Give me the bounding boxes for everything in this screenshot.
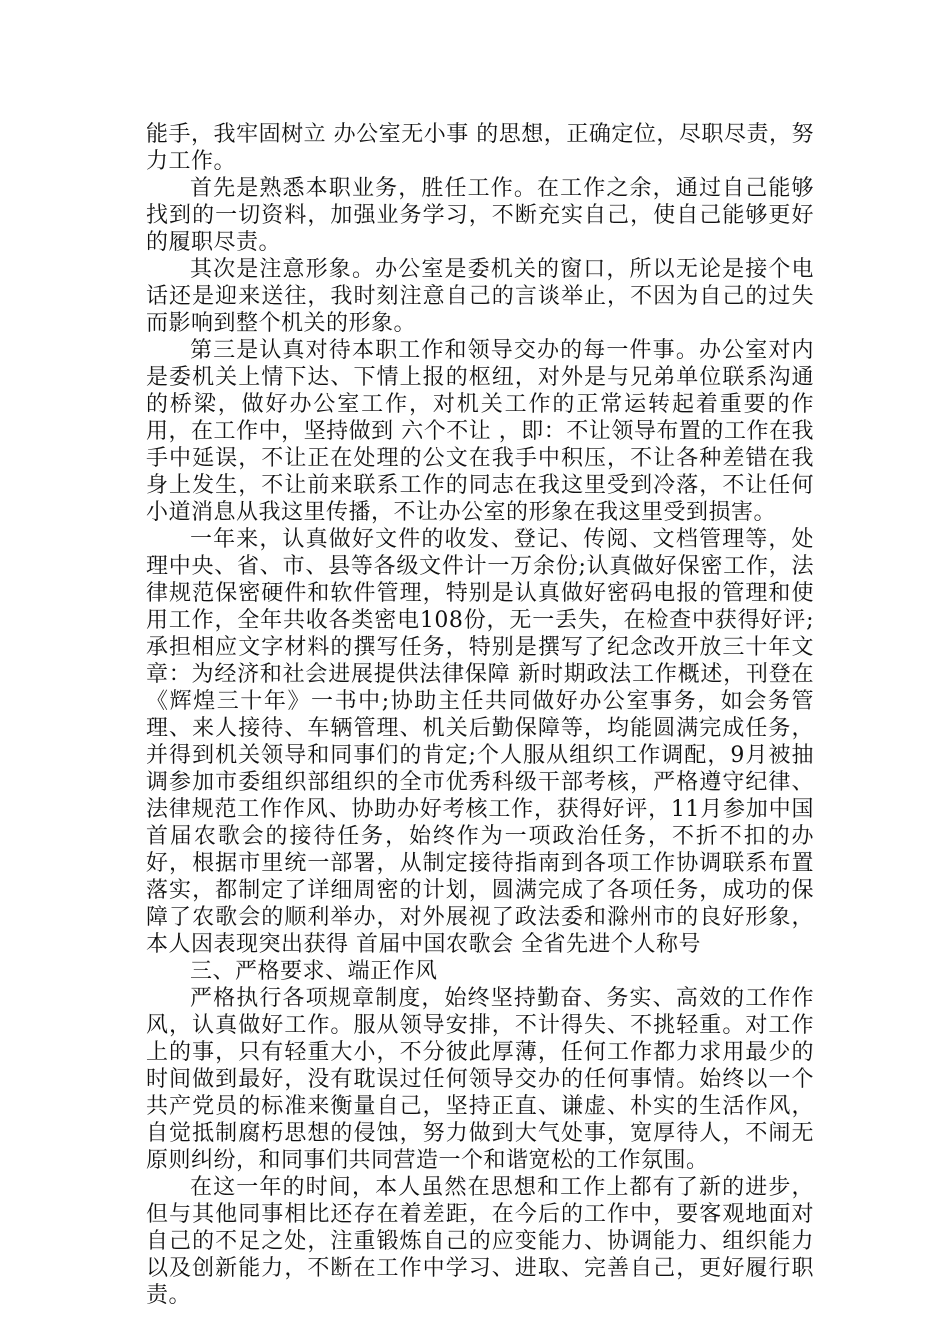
paragraph-3: 其次是注意形象。办公室是委机关的窗口，所以无论是接个电话还是迎来送往，我时刻注意自己的言谈举止，不因为自己的过失而影响到整个机关的形象。 [146,257,814,336]
paragraph-2: 首先是熟悉本职业务，胜任工作。在工作之余，通过自己能够找到的一切资料，加强业务学习，不断充实自己，使自己能够更好的履职尽责。 [146,176,814,255]
section-heading: 三、严格要求、端正作风 [190,959,438,984]
paragraph-6: 严格执行各项规章制度，始终坚持勤奋、务实、高效的工作作风，认真做好工作。服从领导安排，不计得失、不挑轻重。对工作上的事，只有轻重大小，不分彼此厚薄，任何工作都力求用最少的时间做到最好，没有耽误过任何领导交办的任何事情。始终以一个共产党员的标准来衡量自己，坚持正直、谦虚、朴实的生活作风，自觉抵制腐朽思想的侵蚀，努力做到大气处事，宽厚待人，不闹无原则纠纷，和同事们共同营造一个和谐宽松的工作氛围。 [146,986,814,1173]
paragraph-1: 能手，我牢固树立 办公室无小事 的思想，正确定位，尽职尽责，努力工作。 [146,122,814,174]
paragraph-4: 第三是认真对待本职工作和领导交办的每一件事。办公室对内是委机关上情下达、下情上报的枢纽，对外是与兄弟单位联系沟通的桥梁，做好办公室工作，对机关工作的正常运转起着重要的作用，在工作中，坚持做到 六个不让 ，即：不让领导布置的工作在我手中延误，不让正在处理的公文在我手中积压，不让各种差错在我身上发生，不让前来联系工作的同志在我这里受到冷落，不让任何小道消息从我这里传播，不让办公室的形象在我这里受到损害。 [146,338,814,525]
paragraph-5: 一年来，认真做好文件的收发、登记、传阅、文档管理等，处理中央、省、市、县等各级文件计一万余份;认真做好保密工作，法律规范保密硬件和软件管理，特别是认真做好密码电报的管理和使用工作，全年共收各类密电108份，无一丢失，在检查中获得好评;承担相应文字材料的撰写任务，特别是撰写了纪念改开放三十年文章：为经济和社会进展提供法律保障 新时期政法工作概述，刊登在《辉煌三十年》一书中;协助主任共同做好办公室事务，如会务管理、来人接待、车辆管理、机关后勤保障等，均能圆满完成任务，并得到机关领导和同事们的肯定;个人服从组织工作调配，9月被抽调参加市委组织部组织的全市优秀科级干部考核，严格遵守纪律、法律规范工作作风、协助办好考核工作，获得好评，11月参加中国首届农歌会的接待任务，始终作为一项政治任务，不折不扣的办好，根据市里统一部署，从制定接待指南到各项工作协调联系布置落实，都制定了详细周密的计划，圆满完成了各项任务，成功的保障了农歌会的顺利举办，对外展视了政法委和滁州市的良好形象，本人因表现突出获得 首届中国农歌会 全省先进个人称号 [146,527,814,957]
paragraph-7: 在这一年的时间，本人虽然在思想和工作上都有了新的进步，但与其他同事相比还存在着差距，在今后的工作中，要客观地面对自己的不足之处，注重锻炼自己的应变能力、协调能力、组织能力以及创新能力，不断在工作中学习、进取、完善自己，更好履行职责。 [146,1175,814,1308]
document-page [146,121,814,1309]
